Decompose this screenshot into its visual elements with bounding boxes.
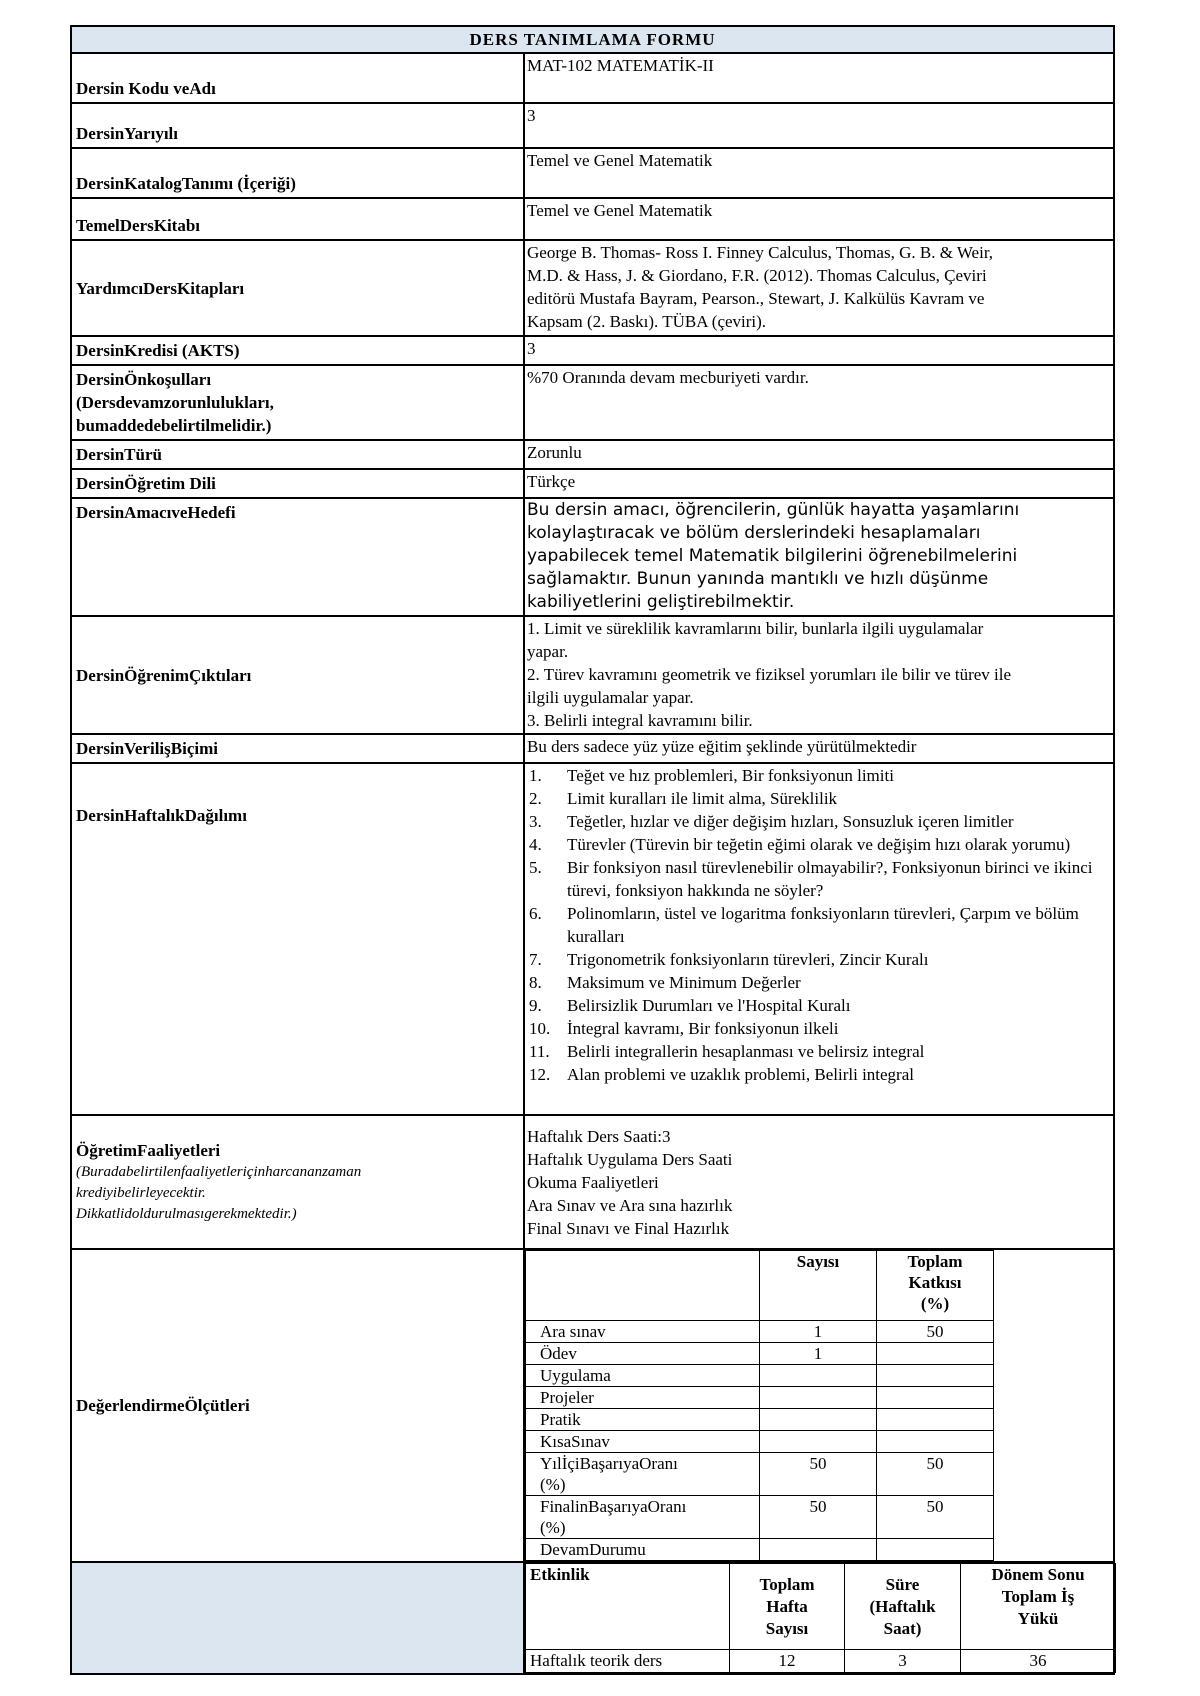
weekly-item-text: Maksimum ve Minimum Değerler bbox=[567, 973, 801, 992]
evaluation-item-count: 1 bbox=[760, 1343, 877, 1365]
weekly-item-text: Bir fonksiyon nasıl türevlenebilir olmayabilir?, Fonksiyonun birinci ve ikinci türevi, fonksiyon hakkında ne söyler? bbox=[567, 858, 1093, 900]
workload-header-line: Hafta bbox=[766, 1596, 808, 1616]
weekly-item-text: Alan problemi ve uzaklık problemi, Belirli integral bbox=[567, 1065, 914, 1084]
evaluation-item-name-suffix: (%) bbox=[540, 1475, 566, 1494]
activities-note: (Buradabelirtilenfaaliyetleriçinharcananzaman bbox=[76, 1164, 362, 1180]
evaluation-item-name bbox=[526, 1431, 760, 1453]
value-weekly bbox=[524, 763, 1114, 1115]
value-aim bbox=[524, 498, 1114, 616]
evaluation-header-empty bbox=[526, 1251, 760, 1321]
evaluation-item-name bbox=[526, 1496, 760, 1539]
label-weekly: DersinHaftalıkDağılımı bbox=[71, 763, 524, 1115]
weekly-item-number: 7. bbox=[529, 950, 542, 969]
evaluation-header-total-line: Toplam bbox=[907, 1252, 963, 1271]
evaluation-item-name bbox=[526, 1365, 760, 1387]
evaluation-row bbox=[526, 1387, 994, 1409]
evaluation-item-name-text: DevamDurumu bbox=[540, 1540, 646, 1559]
evaluation-row bbox=[526, 1321, 994, 1343]
evaluation-row bbox=[526, 1409, 994, 1431]
workload-cell bbox=[524, 1562, 1114, 1674]
weekly-item bbox=[527, 994, 1111, 1017]
value-course-code: MAT-102 MATEMATİK-II bbox=[524, 53, 1114, 103]
evaluation-table bbox=[525, 1250, 994, 1561]
evaluation-item-pct: 50 bbox=[877, 1496, 994, 1539]
evaluation-item-pct bbox=[877, 1343, 994, 1365]
evaluation-row bbox=[526, 1365, 994, 1387]
workload-header-activity: Etkinlik bbox=[526, 1564, 730, 1650]
outcome-line: yapar. bbox=[527, 642, 569, 661]
activity-line: Haftalık Uygulama Ders Saati bbox=[527, 1149, 733, 1169]
workload-header-duration bbox=[845, 1564, 961, 1650]
workload-header-line: Sayısı bbox=[765, 1618, 809, 1638]
evaluation-row bbox=[526, 1496, 994, 1539]
weekly-item-text: Belirsizlik Durumları ve l'Hospital Kuralı bbox=[567, 996, 851, 1015]
weekly-item bbox=[527, 787, 1111, 810]
course-definition-form bbox=[70, 25, 1115, 1675]
aux-book-line: George B. Thomas- Ross I. Finney Calculus, Thomas, G. B. & Weir, bbox=[527, 243, 994, 262]
evaluation-row bbox=[526, 1431, 994, 1453]
workload-header-line: Saat) bbox=[883, 1618, 922, 1638]
aim-line: Bu dersin amacı, öğrencilerin, günlük hayatta yaşamlarını bbox=[527, 500, 1020, 520]
weekly-item-number: 10. bbox=[529, 1019, 551, 1038]
evaluation-item-name-suffix: (%) bbox=[540, 1518, 566, 1537]
evaluation-item-name-text: YılİçiBaşarıyaOranı bbox=[540, 1454, 678, 1473]
label-evaluation: DeğerlendirmeÖlçütleri bbox=[71, 1249, 524, 1562]
evaluation-item-name-text: Pratik bbox=[540, 1410, 581, 1429]
weekly-item-text: Teğet ve hız problemleri, Bir fonksiyonun limiti bbox=[567, 766, 894, 785]
evaluation-item-name bbox=[526, 1343, 760, 1365]
evaluation-item-pct bbox=[877, 1387, 994, 1409]
aux-book-line: editörü Mustafa Bayram, Pearson., Stewart, J. Kalkülüs Kavram ve bbox=[527, 289, 985, 308]
weekly-item bbox=[527, 948, 1111, 971]
evaluation-item-name bbox=[526, 1409, 760, 1431]
weekly-item-number: 5. bbox=[529, 858, 542, 877]
value-activities bbox=[524, 1115, 1114, 1249]
value-language: Türkçe bbox=[524, 469, 1114, 498]
workload-header-line: Yükü bbox=[1017, 1609, 1059, 1628]
activity-line: Ara Sınav ve Ara sına hazırlık bbox=[527, 1195, 733, 1215]
outcome-line: 2. Türev kavramını geometrik ve fiziksel yorumları ile bilir ve türev ile bbox=[527, 665, 1012, 684]
weekly-item bbox=[527, 902, 1111, 948]
evaluation-row bbox=[526, 1539, 994, 1561]
aux-book-line: Kapsam (2. Baskı). TÜBA (çeviri). bbox=[527, 312, 767, 331]
value-credit: 3 bbox=[524, 336, 1114, 365]
evaluation-item-count: 1 bbox=[760, 1321, 877, 1343]
prereq-note: (Dersdevamzorunlulukları, bbox=[76, 393, 274, 412]
workload-header-line: Toplam İş bbox=[1001, 1587, 1075, 1606]
evaluation-item-name bbox=[526, 1453, 760, 1496]
label-activities bbox=[71, 1115, 524, 1249]
value-prereq: %70 Oranında devam mecburiyeti vardır. bbox=[524, 365, 1114, 440]
weekly-item bbox=[527, 1017, 1111, 1040]
weekly-item-text: İntegral kavramı, Bir fonksiyonun ilkeli bbox=[567, 1019, 839, 1038]
weekly-item-number: 12. bbox=[529, 1065, 551, 1084]
workload-row bbox=[526, 1650, 1116, 1673]
weekly-item-number: 4. bbox=[529, 835, 542, 854]
workload-left-cell bbox=[71, 1562, 524, 1674]
value-outcomes bbox=[524, 616, 1114, 734]
weekly-item-text: Teğetler, hızlar ve diğer değişim hızları, Sonsuzluk içeren limitler bbox=[567, 812, 1014, 831]
workload-header-line: Dönem Sonu bbox=[991, 1565, 1085, 1584]
weekly-item-number: 6. bbox=[529, 904, 542, 923]
weekly-item-number: 8. bbox=[529, 973, 542, 992]
aux-book-line: M.D. & Hass, J. & Giordano, F.R. (2012). Thomas Calculus, Çeviri bbox=[527, 266, 987, 285]
label-semester: DersinYarıyılı bbox=[71, 103, 524, 148]
evaluation-item-pct: 50 bbox=[877, 1453, 994, 1496]
workload-table bbox=[525, 1563, 1116, 1673]
weekly-item bbox=[527, 1063, 1111, 1086]
label-catalog: DersinKatalogTanımı (İçeriği) bbox=[71, 148, 524, 198]
evaluation-item-pct bbox=[877, 1365, 994, 1387]
weekly-item-number: 2. bbox=[529, 789, 542, 808]
weekly-item bbox=[527, 971, 1111, 994]
evaluation-item-pct bbox=[877, 1431, 994, 1453]
aim-line: sağlamaktır. Bunun yanında mantıklı ve hızlı düşünme bbox=[527, 569, 989, 589]
evaluation-item-name-text: Uygulama bbox=[540, 1366, 611, 1385]
activities-title: ÖğretimFaaliyetleri bbox=[76, 1141, 221, 1160]
outcome-line: 3. Belirli integral kavramını bilir. bbox=[527, 711, 753, 730]
weekly-item-text: Limit kuralları ile limit alma, Süreklilik bbox=[567, 789, 838, 808]
label-credit: DersinKredisi (AKTS) bbox=[71, 336, 524, 365]
outcome-line: ilgili uygulamalar yapar. bbox=[527, 688, 694, 707]
evaluation-row bbox=[526, 1343, 994, 1365]
evaluation-header-count: Sayısı bbox=[760, 1251, 877, 1321]
weekly-item-text: Polinomların, üstel ve logaritma fonksiyonların türevleri, Çarpım ve bölüm kuralları bbox=[567, 904, 1079, 946]
workload-header-line: (Haftalık bbox=[869, 1596, 936, 1616]
activity-line: Okuma Faaliyetleri bbox=[527, 1172, 659, 1192]
evaluation-item-name bbox=[526, 1539, 760, 1561]
label-aim: DersinAmacıveHedefi bbox=[71, 498, 524, 616]
workload-header-line: Süre bbox=[885, 1574, 920, 1594]
evaluation-item-pct bbox=[877, 1539, 994, 1561]
weekly-item bbox=[527, 1040, 1111, 1063]
weekly-item-text: Belirli integrallerin hesaplanması ve belirsiz integral bbox=[567, 1042, 925, 1061]
label-prereq bbox=[71, 365, 524, 440]
value-delivery: Bu ders sadece yüz yüze eğitim şeklinde yürütülmektedir bbox=[524, 734, 1114, 763]
workload-header-weeks bbox=[730, 1564, 845, 1650]
evaluation-item-count bbox=[760, 1539, 877, 1561]
evaluation-item-name-text: FinalinBaşarıyaOranı bbox=[540, 1497, 687, 1516]
value-aux-books bbox=[524, 240, 1114, 336]
weekly-item bbox=[527, 810, 1111, 833]
evaluation-item-count bbox=[760, 1387, 877, 1409]
weekly-item-number: 1. bbox=[529, 766, 542, 785]
prereq-note: bumaddedebelirtilmelidir.) bbox=[76, 416, 272, 435]
evaluation-item-name-text: Ödev bbox=[540, 1344, 577, 1363]
activities-note: krediyibelirleyecektir. bbox=[76, 1185, 206, 1201]
weekly-item bbox=[527, 833, 1111, 856]
weekly-item-number: 9. bbox=[529, 996, 542, 1015]
weekly-item-text: Trigonometrik fonksiyonların türevleri, Zincir Kuralı bbox=[567, 950, 929, 969]
evaluation-item-count bbox=[760, 1431, 877, 1453]
evaluation-item-count bbox=[760, 1365, 877, 1387]
prereq-title: DersinÖnkoşulları bbox=[76, 370, 212, 389]
weekly-item-number: 3. bbox=[529, 812, 542, 831]
aim-line: kolaylaştıracak ve bölüm derslerindeki hesaplamaları bbox=[527, 523, 981, 543]
weekly-item-text: Türevler (Türevin bir teğetin eğimi olarak ve değişim hızı olarak yorumu) bbox=[567, 835, 1071, 854]
value-semester: 3 bbox=[524, 103, 1114, 148]
label-delivery: DersinVerilişBiçimi bbox=[71, 734, 524, 763]
evaluation-item-name-text: Ara sınav bbox=[540, 1322, 606, 1341]
weekly-list bbox=[527, 764, 1111, 1086]
label-language: DersinÖğretim Dili bbox=[71, 469, 524, 498]
value-textbook: Temel ve Genel Matematik bbox=[524, 198, 1114, 240]
evaluation-item-count: 50 bbox=[760, 1496, 877, 1539]
evaluation-header-total bbox=[877, 1251, 994, 1321]
label-aux-books: YardımcıDersKitapları bbox=[71, 240, 524, 336]
evaluation-item-name-text: KısaSınav bbox=[540, 1432, 610, 1451]
label-type: DersinTürü bbox=[71, 440, 524, 469]
evaluation-item-name bbox=[526, 1387, 760, 1409]
label-outcomes: DersinÖğrenimÇıktıları bbox=[71, 616, 524, 734]
aim-line: yapabilecek temel Matematik bilgilerini öğrenebilmelerini bbox=[527, 546, 1018, 566]
activity-line: Final Sınavı ve Final Hazırlık bbox=[527, 1218, 730, 1238]
aim-line: kabiliyetlerini geliştirebilmektir. bbox=[527, 592, 795, 612]
label-textbook: TemelDersKitabı bbox=[71, 198, 524, 240]
value-evaluation bbox=[524, 1249, 1114, 1562]
evaluation-item-count bbox=[760, 1409, 877, 1431]
evaluation-row bbox=[526, 1453, 994, 1496]
weekly-item-number: 11. bbox=[529, 1042, 550, 1061]
workload-duration: 3 bbox=[845, 1650, 961, 1673]
workload-activity: Haftalık teorik ders bbox=[526, 1650, 730, 1673]
workload-header-line: Toplam bbox=[759, 1574, 815, 1594]
workload-header-total bbox=[961, 1564, 1116, 1650]
evaluation-item-pct: 50 bbox=[877, 1321, 994, 1343]
evaluation-item-pct bbox=[877, 1409, 994, 1431]
evaluation-item-name bbox=[526, 1321, 760, 1343]
evaluation-item-name-text: Projeler bbox=[540, 1388, 594, 1407]
evaluation-header-total-line: Katkısı bbox=[908, 1273, 962, 1292]
evaluation-item-count: 50 bbox=[760, 1453, 877, 1496]
activities-note: Dikkatlidoldurulmasıgerekmektedir.) bbox=[76, 1206, 297, 1222]
form-title: DERS TANIMLAMA FORMU bbox=[71, 26, 1114, 53]
workload-total: 36 bbox=[961, 1650, 1116, 1673]
value-catalog: Temel ve Genel Matematik bbox=[524, 148, 1114, 198]
weekly-item bbox=[527, 856, 1111, 902]
workload-weeks: 12 bbox=[730, 1650, 845, 1673]
activity-line: Haftalık Ders Saati:3 bbox=[527, 1126, 671, 1146]
outcome-line: 1. Limit ve süreklilik kavramlarını bilir, bunlarla ilgili uygulamalar bbox=[527, 619, 984, 638]
value-type: Zorunlu bbox=[524, 440, 1114, 469]
label-course-code: Dersin Kodu veAdı bbox=[71, 53, 524, 103]
weekly-item bbox=[527, 764, 1111, 787]
evaluation-header-total-line: (%) bbox=[920, 1294, 950, 1313]
